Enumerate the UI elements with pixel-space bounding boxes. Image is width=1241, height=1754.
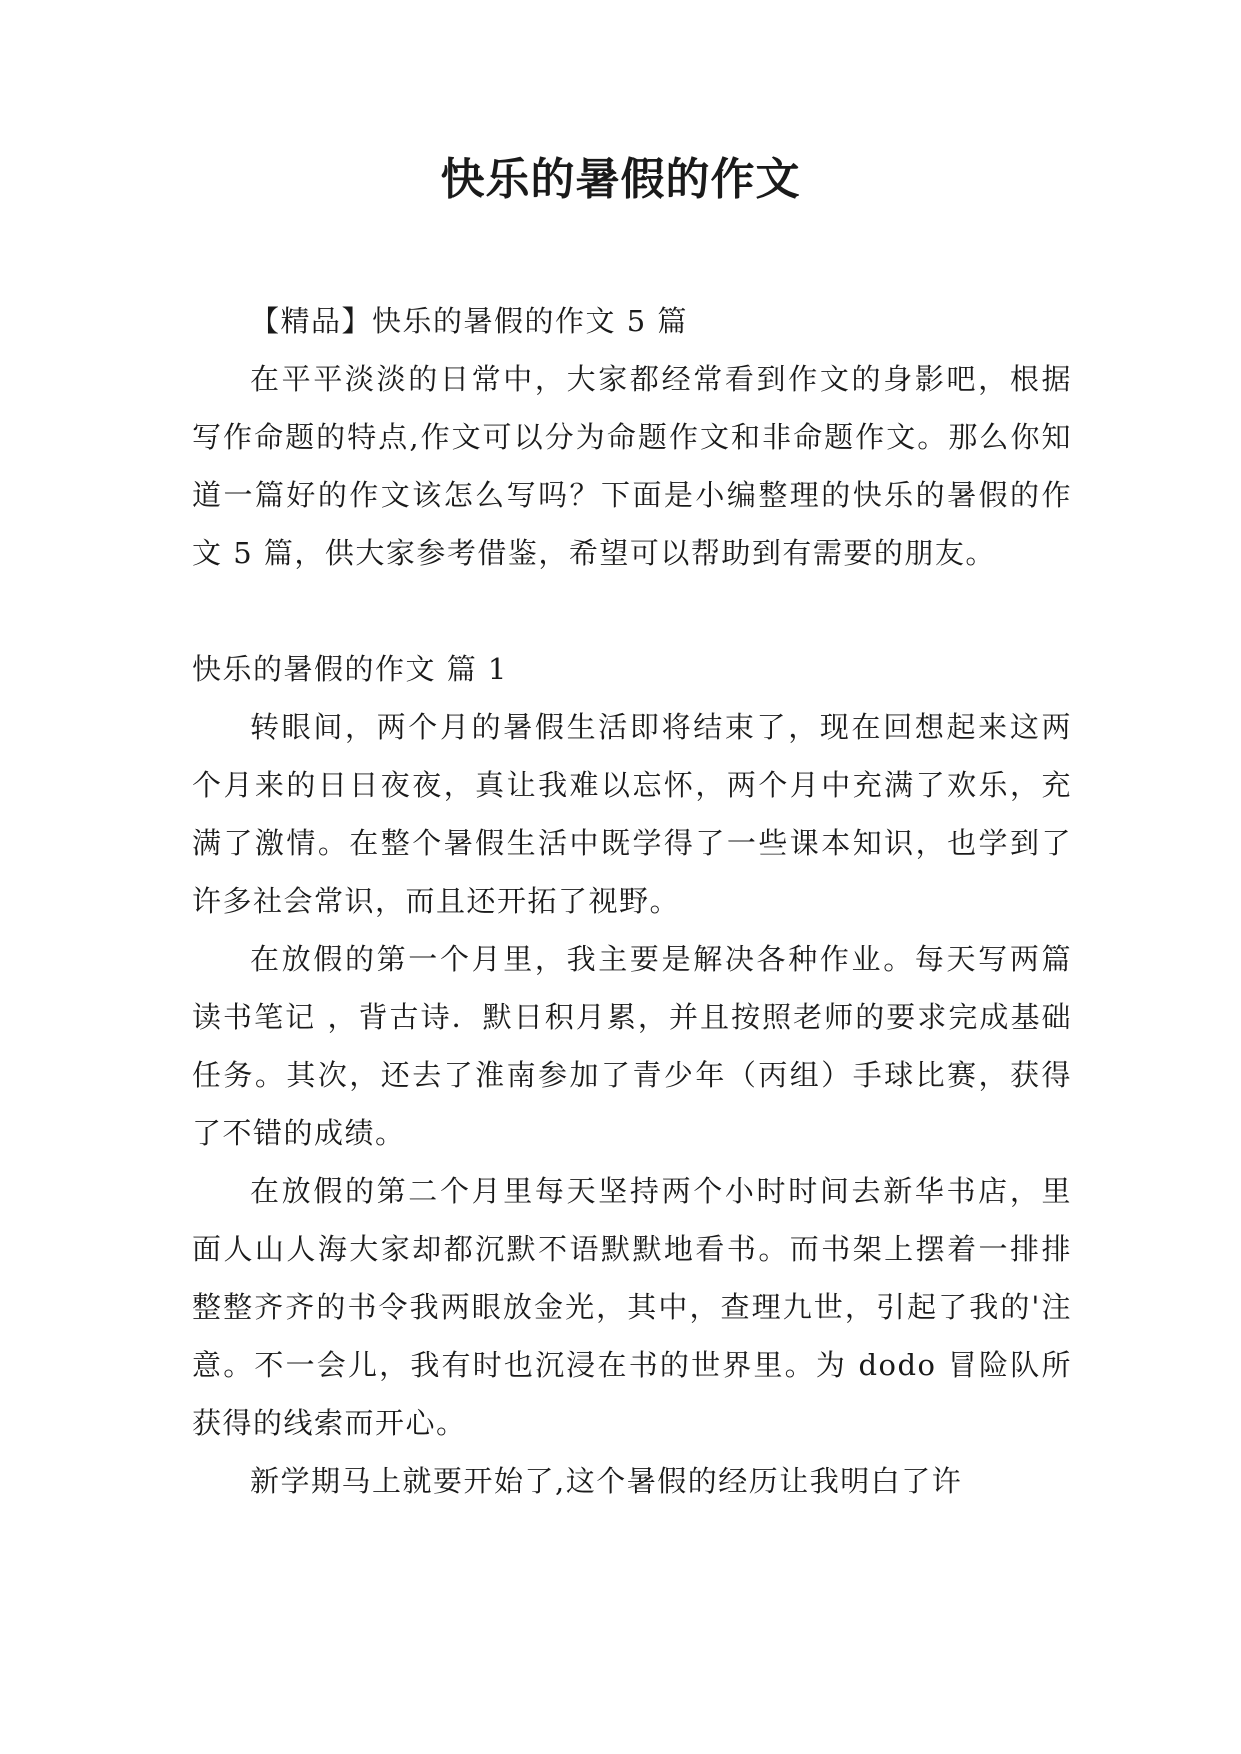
body-paragraph: 新学期马上就要开始了,这个暑假的经历让我明白了许 [250,1464,963,1498]
document-body [192,292,1072,1510]
body-paragraph: 在放假的第二个月里每天坚持两个小时时间去新华书店，里面人山人海大家却都沉默不语默默地看书。而书架上摆着一排排整整齐齐的书令我两眼放金光，其中，查理九世，引起了我的'注意。不一会儿，我有时也沉浸在书的世界里。为 dodo 冒险队所获得的线索而开心。 [192,1174,1072,1440]
document-title: 快乐的暑假的作文 [440,154,801,205]
body-paragraph: 在放假的第一个月里，我主要是解决各种作业。每天写两篇读书笔记 ，背古诗．默日积月累，并且按照老师的要求完成基础任务。其次，还去了淮南参加了青少年（丙组）手球比赛，获得了不错的成绩。 [192,942,1072,1150]
intro-paragraph: 在平平淡淡的日常中，大家都经常看到作文的身影吧，根据写作命题的特点,作文可以分为命题作文和非命题作文。那么你知道一篇好的作文该怎么写吗？下面是小编整理的快乐的暑假的作文 5 篇，供大家参考借鉴，希望可以帮助到有需要的朋友。 [192,362,1072,570]
document-subtitle: 【精品】快乐的暑假的作文 5 篇 [250,304,688,338]
section-heading: 快乐的暑假的作文 篇 1 [192,652,508,686]
body-paragraph: 转眼间，两个月的暑假生活即将结束了，现在回想起来这两个月来的日日夜夜，真让我难以忘怀，两个月中充满了欢乐，充满了激情。在整个暑假生活中既学得了一些课本知识，也学到了许多社会常识，而且还开拓了视野。 [192,710,1072,918]
